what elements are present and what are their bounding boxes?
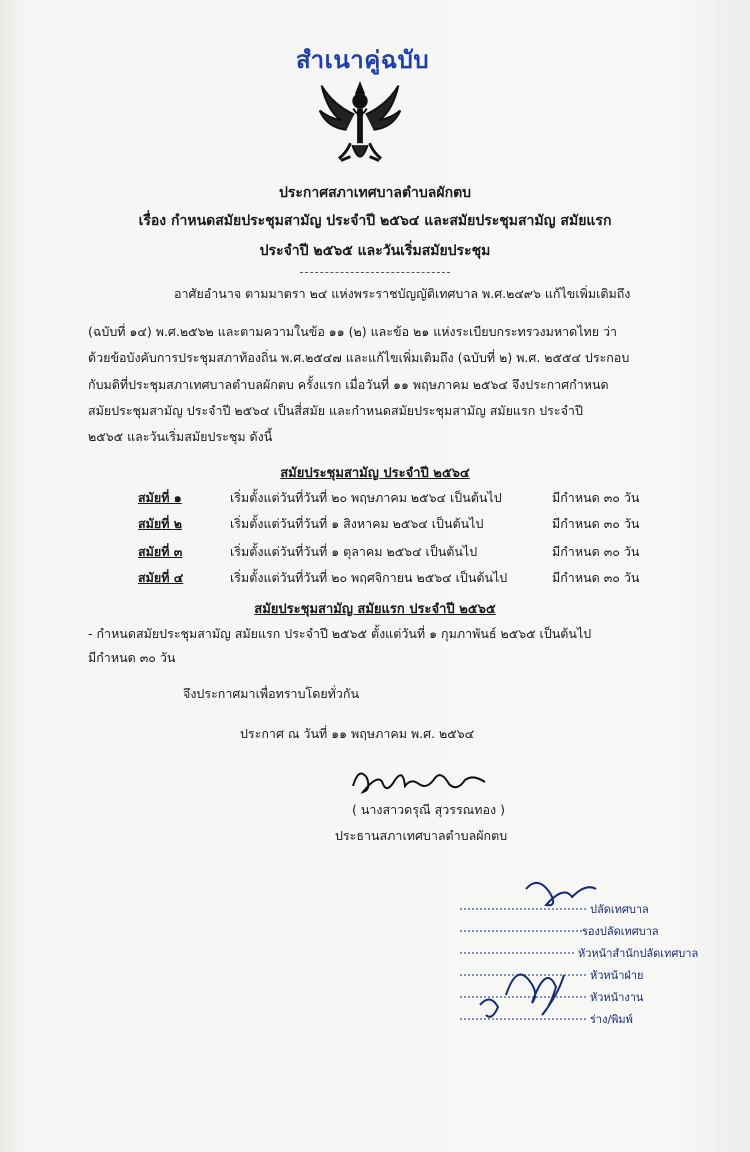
- initials-label: หัวหน้างาน: [590, 991, 644, 1004]
- session-label: สมัยที่ ๑: [138, 490, 182, 505]
- session-duration: มีกำหนด ๓๐ วัน: [552, 570, 640, 585]
- body-line-3: ด้วยข้อบังคับการประชุมสภาท้องถิ่น พ.ศ.๒๕๔๗ และแก้ไขเพิ่มเติมถึง (ฉบับที่ ๒) พ.ศ. ๒๕๕๔ ประกอบ: [88, 350, 630, 365]
- session-row: [0, 514, 750, 536]
- body-line-1: อาศัยอำนาจ ตามมาตรา ๒๔ แห่งพระราชบัญญัติเทศบาล พ.ศ.๒๔๙๖ แก้ไขเพิ่มเติมถึง: [174, 286, 631, 301]
- body-line-2: (ฉบับที่ ๑๔) พ.ศ.๒๕๖๒ และตามความในข้อ ๑๑ (๒) และข้อ ๒๑ แห่งระเบียบกระทรวงมหาดไทย ว่า: [88, 324, 618, 339]
- body-line-4: กับมติที่ประชุมสภาเทศบาลตำบลผักตบ ครั้งแรก เมื่อวันที่ ๑๑ พฤษภาคม ๒๕๖๔ จึงประกาศกำหนด: [88, 377, 609, 392]
- session-label: สมัยที่ ๒: [138, 516, 183, 531]
- issuer-title: ประกาศสภาเทศบาลตำบลผักตบ: [278, 185, 472, 201]
- session-start: เริ่มตั้งแต่วันที่วันที่ ๒๐ พฤษภาคม ๒๕๖๔ เป็นต้นไป: [230, 490, 502, 505]
- garuda-emblem-icon: [312, 76, 408, 172]
- session-label: สมัยที่ ๔: [138, 570, 184, 585]
- session-duration: มีกำหนด ๓๐ วัน: [552, 516, 640, 531]
- initials-label: หัวหน้าสำนักปลัดเทศบาล: [578, 947, 699, 960]
- signer-name: ( นางสาวดรุณี สุวรรณทอง ): [352, 802, 505, 817]
- body-line-6: ๒๕๖๕ และวันเริ่มสมัยประชุม ดังนี้: [88, 429, 273, 444]
- handwritten-signature: [345, 760, 495, 800]
- session-2565-heading: สมัยประชุมสามัญ สมัยแรก ประจำปี ๒๕๖๕: [254, 602, 496, 617]
- initials-label: ร่าง/พิมพ์: [590, 1013, 633, 1026]
- session-start: เริ่มตั้งแต่วันที่วันที่ ๑ ตุลาคม ๒๕๖๔ เป็นต้นไป: [230, 544, 478, 559]
- body-line-5: สมัยประชุมสามัญ ประจำปี ๒๕๖๔ เป็นสี่สมัย และกำหนดสมัยประชุมสามัญ สมัยแรก ประจำปี: [88, 403, 583, 418]
- signer-title: ประธานสภาเทศบาลตำบลผักตบ: [335, 828, 508, 843]
- session-duration: มีกำหนด ๓๐ วัน: [552, 544, 640, 559]
- session-label: สมัยที่ ๓: [138, 544, 183, 559]
- session-row: [0, 568, 750, 590]
- session-start: เริ่มตั้งแต่วันที่วันที่ ๒๐ พฤศจิกายน ๒๕๖๔ เป็นต้นไป: [230, 570, 508, 585]
- session-2565-line-1: - กำหนดสมัยประชุมสามัญ สมัยแรก ประจำปี ๒๕๖๕ ตั้งแต่วันที่ ๑ กุมภาพันธ์ ๒๕๖๕ เป็นต้นไป: [88, 626, 592, 641]
- session-duration: มีกำหนด ๓๐ วัน: [552, 490, 640, 505]
- subject-line-2: ประจำปี ๒๕๖๕ และวันเริ่มสมัยประชุม: [259, 243, 491, 259]
- initials-label: หัวหน้าฝ่าย: [590, 969, 644, 982]
- announce-line: จึงประกาศมาเพื่อทราบโดยทั่วกัน: [183, 686, 360, 701]
- subject-line-1: เรื่อง กำหนดสมัยประชุมสามัญ ประจำปี ๒๕๖๔ และสมัยประชุมสามัญ สมัยแรก: [138, 213, 612, 229]
- initials-label: ปลัดเทศบาล: [590, 903, 649, 916]
- initials-label: รองปลัดเทศบาล: [582, 925, 659, 938]
- separator-rule: [300, 272, 450, 273]
- session-row: [0, 542, 750, 564]
- session-start: เริ่มตั้งแต่วันที่วันที่ ๑ สิงหาคม ๒๕๖๔ เป็นต้นไป: [230, 516, 484, 531]
- copy-stamp: สำเนาคู่ฉบับ: [296, 46, 430, 74]
- announce-date: ประกาศ ณ วันที่ ๑๑ พฤษภาคม พ.ศ. ๒๕๖๔: [240, 726, 475, 741]
- sessions-2564-heading: สมัยประชุมสามัญ ประจำปี ๒๕๖๔: [280, 466, 470, 481]
- session-row: [0, 488, 750, 510]
- session-2565-line-2: มีกำหนด ๓๐ วัน: [88, 650, 176, 665]
